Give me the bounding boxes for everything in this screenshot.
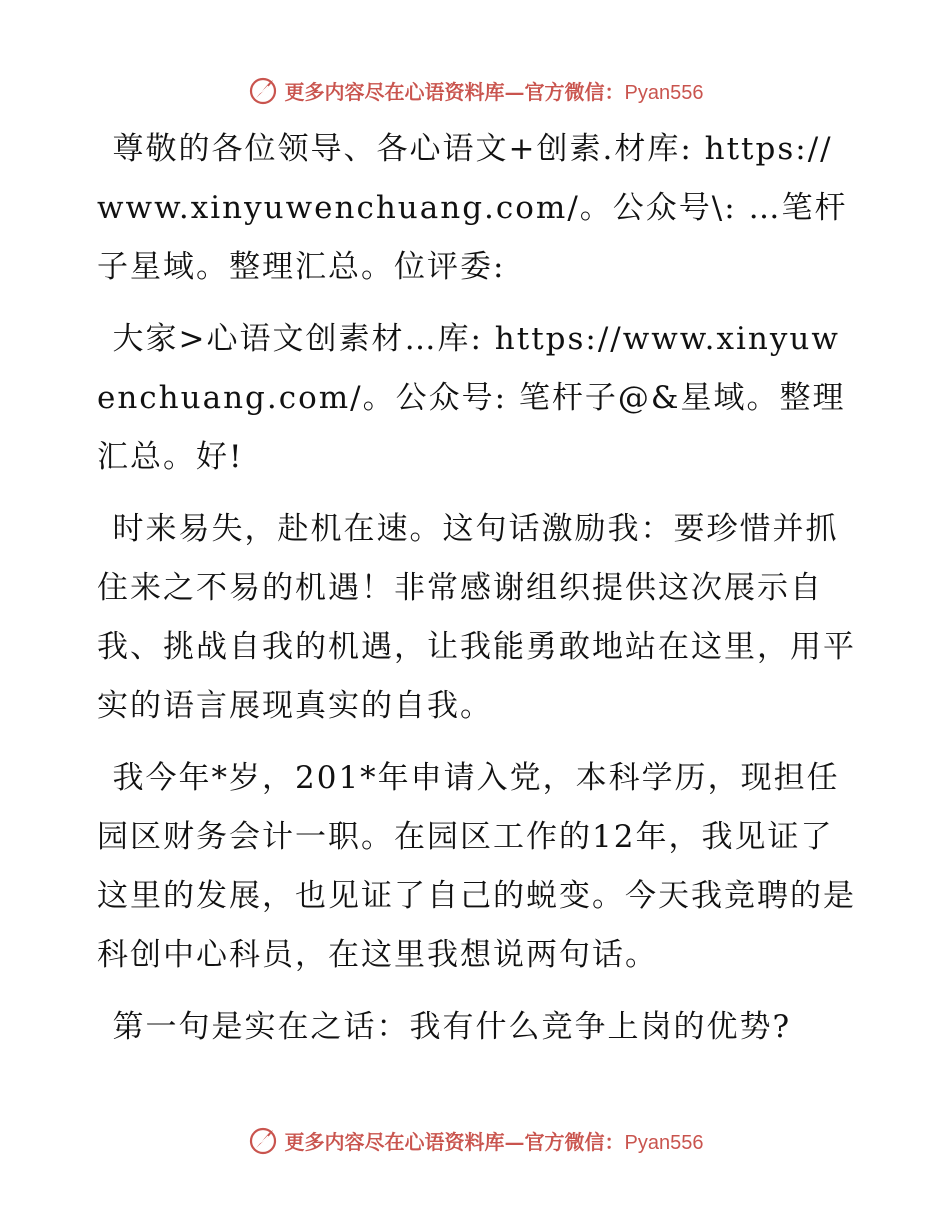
paragraph-greeting-2: 大家>心语文创素材…库: https://www.xinyuwenchuang.com/。公众号: 笔杆子@&星域。整理汇总。好! — [97, 321, 846, 475]
feather-pen-logo-icon — [247, 74, 279, 106]
paragraph-greeting-1: 尊敬的各位领导、各心语文+创素.材库: https://www.xinyuwenchuang.com/。公众号\: …笔杆子星域。整理汇总。位评委: — [97, 131, 848, 285]
header-wechat-id: Pyan556 — [624, 81, 704, 104]
paragraph-self-intro: 我今年*岁，201*年申请入党，本科学历，现担任园区财务会计一职。在园区工作的12年，我见证了这里的发展，也见证了自己的蜕变。今天我竞聘的是科创中心科员，在这里我想说两句话。 — [97, 760, 856, 973]
paragraph-opportunity: 时来易失，赴机在速。这句话激励我：要珍惜并抓住来之不易的机遇！非常感谢组织提供这次展示自我、挑战自我的机遇，让我能勇敢地站在这里，用平实的语言展现真实的自我。 — [97, 511, 856, 724]
footer-banner — [0, 1120, 950, 1160]
footer-banner-text — [285, 1126, 704, 1155]
feather-pen-logo-icon — [247, 1124, 279, 1156]
header-banner-text — [285, 76, 704, 105]
paragraph-first-point: 第一句是实在之话：我有什么竞争上岗的优势? — [112, 1009, 792, 1045]
document-body — [97, 120, 857, 1070]
footer-banner-label: 更多内容尽在心语资料库—官方微信： — [284, 1129, 625, 1154]
header-banner — [0, 70, 950, 110]
footer-wechat-id: Pyan556 — [624, 1131, 704, 1154]
header-banner-label: 更多内容尽在心语资料库—官方微信： — [284, 79, 625, 104]
